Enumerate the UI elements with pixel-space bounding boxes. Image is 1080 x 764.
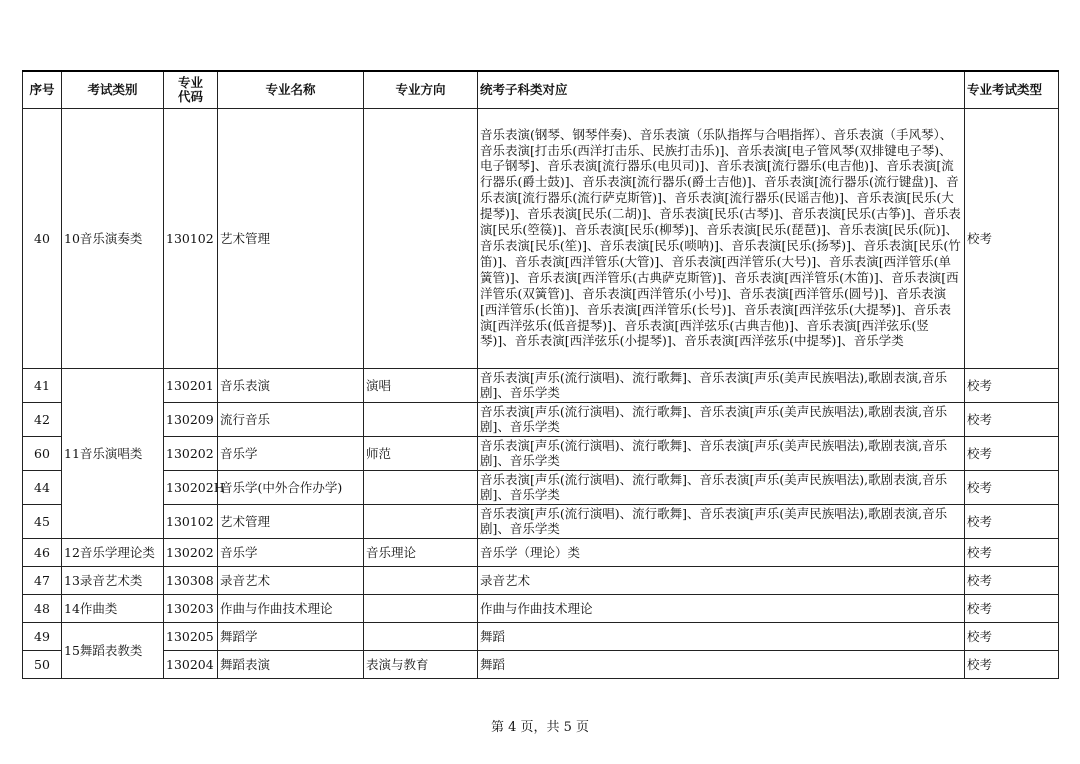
header-code-line2: 代码 [177, 88, 203, 104]
table-row [23, 650, 1059, 678]
cell-name: 音乐学(中外合作办学) [218, 470, 364, 504]
cell-seq: 44 [23, 470, 62, 504]
cell-seq: 45 [23, 504, 62, 538]
cell-subject: 音乐表演(钢琴、钢琴伴奏)、音乐表演（乐队指挥与合唱指挥）、音乐表演（手风琴）、音乐表演[打击乐(西洋打击乐、民族打击乐)]、音乐表演[电子管风琴(双排键电子琴)、电子钢琴]、音乐表演[流行器乐(电贝司)]、音乐表演[流行器乐(电吉他)]、音乐表演[流行器乐(爵士鼓)]、音乐表演[流行器乐(爵士吉他)]、音乐表演[流行器乐(流行键盘)]、音乐表演[流行器乐(流行萨克斯管)]、音乐表演[流行器乐(民谣吉他)]、音乐表演[民乐(大提琴)]、音乐表演[民乐(二胡)]、音乐表演[民乐(古琴)]、音乐表演[民乐(古筝)]、音乐表演[民乐(箜篌)]、音乐表演[民乐(柳琴)]、音乐表演[民乐(琵琶)]、音乐表演[民乐(阮)]、音乐表演[民乐(笙)]、音乐表演[民乐(唢呐)]、音乐表演[民乐(扬琴)]、音乐表演[民乐(竹笛)]、音乐表演[西洋管乐(大管)]、音乐表演[西洋管乐(大号)]、音乐表演[西洋管乐(单簧管)]、音乐表演[西洋管乐(古典萨克斯管)]、音乐表演[西洋管乐(木笛)]、音乐表演[西洋管乐(双簧管)]、音乐表演[西洋管乐(小号)]、音乐表演[西洋管乐(圆号)]、音乐表演[西洋管乐(长笛)]、音乐表演[西洋管乐(长号)]、音乐表演[西洋弦乐(大提琴)]、音乐表演[西洋弦乐(低音提琴)]、音乐表演[西洋弦乐(古典吉他)]、音乐表演[西洋弦乐(竖琴)]、音乐表演[西洋弦乐(小提琴)]、音乐表演[西洋弦乐(中提琴)]、音乐学类 [478, 108, 965, 368]
cell-code: 130209 [164, 402, 218, 436]
cell-code: 130202H [164, 470, 218, 504]
cell-type: 校考 [965, 566, 1059, 594]
cell-seq: 50 [23, 650, 62, 678]
cell-direction: 表演与教育 [364, 650, 478, 678]
cell-type: 校考 [965, 650, 1059, 678]
cell-seq: 41 [23, 368, 62, 402]
cell-subject: 音乐学（理论）类 [478, 538, 965, 566]
cell-subject: 录音艺术 [478, 566, 965, 594]
cell-type: 校考 [965, 436, 1059, 470]
header-seq: 序号 [23, 71, 62, 108]
cell-direction [364, 470, 478, 504]
table-row [23, 402, 1059, 436]
cell-seq: 60 [23, 436, 62, 470]
header-subject-map: 统考子科类对应 [478, 71, 965, 108]
cell-category: 13录音艺术类 [62, 566, 164, 594]
page-footer: 第 4 页，共 5 页 [490, 720, 590, 735]
cell-code: 130205 [164, 622, 218, 650]
cell-code: 130201 [164, 368, 218, 402]
cell-code: 130203 [164, 594, 218, 622]
cell-subject: 音乐表演[声乐(流行演唱)、流行歌舞]、音乐表演[声乐(美声民族唱法),歌剧表演,音乐剧]、音乐学类 [478, 402, 965, 436]
cell-type: 校考 [965, 538, 1059, 566]
cell-code: 130204 [164, 650, 218, 678]
cell-seq: 46 [23, 538, 62, 566]
cell-code: 130308 [164, 566, 218, 594]
cell-type: 校考 [965, 504, 1059, 538]
cell-category: 15舞蹈表教类 [62, 622, 164, 678]
table-row [23, 504, 1059, 538]
cell-code: 130202 [164, 538, 218, 566]
cell-code: 130102 [164, 504, 218, 538]
cell-category: 10音乐演奏类 [62, 108, 164, 368]
table-row [23, 538, 1059, 566]
header-code [164, 71, 218, 108]
cell-seq: 48 [23, 594, 62, 622]
cell-type: 校考 [965, 108, 1059, 368]
table-row [23, 566, 1059, 594]
table-row [23, 594, 1059, 622]
cell-name: 艺术管理 [218, 504, 364, 538]
cell-type: 校考 [965, 402, 1059, 436]
cell-direction: 音乐理论 [364, 538, 478, 566]
cell-subject: 音乐表演[声乐(流行演唱)、流行歌舞]、音乐表演[声乐(美声民族唱法),歌剧表演,音乐剧]、音乐学类 [478, 436, 965, 470]
cell-direction [364, 504, 478, 538]
admissions-table [22, 70, 1059, 679]
cell-subject: 音乐表演[声乐(流行演唱)、流行歌舞]、音乐表演[声乐(美声民族唱法),歌剧表演,音乐剧]、音乐学类 [478, 368, 965, 402]
cell-seq: 47 [23, 566, 62, 594]
cell-seq: 42 [23, 402, 62, 436]
cell-type: 校考 [965, 368, 1059, 402]
cell-type: 校考 [965, 622, 1059, 650]
cell-code: 130202 [164, 436, 218, 470]
table-row [23, 436, 1059, 470]
cell-seq: 49 [23, 622, 62, 650]
cell-name: 流行音乐 [218, 402, 364, 436]
cell-direction [364, 566, 478, 594]
cell-name: 录音艺术 [218, 566, 364, 594]
cell-name: 艺术管理 [218, 108, 364, 368]
table-row [23, 368, 1059, 402]
cell-direction [364, 402, 478, 436]
header-exam-type: 专业考试类型 [965, 71, 1059, 108]
cell-name: 音乐学 [218, 538, 364, 566]
cell-name: 音乐学 [218, 436, 364, 470]
cell-name: 舞蹈学 [218, 622, 364, 650]
cell-direction [364, 108, 478, 368]
cell-direction [364, 594, 478, 622]
table-header [23, 71, 1059, 108]
cell-seq: 40 [23, 108, 62, 368]
cell-name: 音乐表演 [218, 368, 364, 402]
cell-direction [364, 622, 478, 650]
header-direction: 专业方向 [364, 71, 478, 108]
header-exam-category: 考试类别 [62, 71, 164, 108]
cell-category: 11音乐演唱类 [62, 368, 164, 538]
header-code-line1: 专业 [177, 74, 203, 90]
cell-type: 校考 [965, 470, 1059, 504]
cell-name: 舞蹈表演 [218, 650, 364, 678]
header-major-name: 专业名称 [218, 71, 364, 108]
cell-subject: 作曲与作曲技术理论 [478, 594, 965, 622]
cell-subject: 舞蹈 [478, 650, 965, 678]
cell-direction: 演唱 [364, 368, 478, 402]
table-row [23, 108, 1059, 368]
cell-subject: 音乐表演[声乐(流行演唱)、流行歌舞]、音乐表演[声乐(美声民族唱法),歌剧表演,音乐剧]、音乐学类 [478, 504, 965, 538]
cell-subject: 音乐表演[声乐(流行演唱)、流行歌舞]、音乐表演[声乐(美声民族唱法),歌剧表演,音乐剧]、音乐学类 [478, 470, 965, 504]
cell-category: 12音乐学理论类 [62, 538, 164, 566]
cell-name: 作曲与作曲技术理论 [218, 594, 364, 622]
cell-direction: 师范 [364, 436, 478, 470]
cell-subject: 舞蹈 [478, 622, 965, 650]
cell-type: 校考 [965, 594, 1059, 622]
table-row [23, 622, 1059, 650]
table-row [23, 470, 1059, 504]
cell-code: 130102 [164, 108, 218, 368]
cell-category: 14作曲类 [62, 594, 164, 622]
